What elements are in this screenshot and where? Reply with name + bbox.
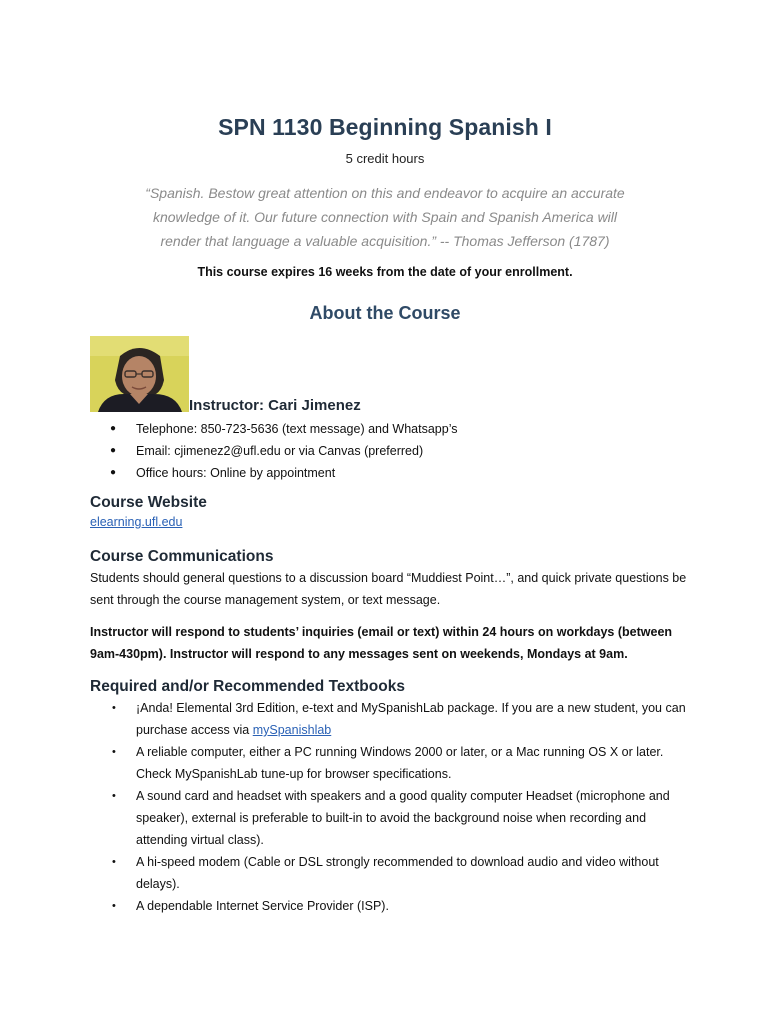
expiration-notice: This course expires 16 weeks from the date of your enrollment.	[197, 265, 573, 279]
textbook-item-computer: • A reliable computer, either a PC running Windows 2000 or later, or a Mac running OS X or later. Check MySpanishLab tune-up for browser specifications.	[110, 741, 690, 785]
contact-office-hours: ● Office hours: Online by appointment	[110, 462, 458, 484]
textbook-item-headset: • A sound card and headset with speakers and a good quality computer Headset (microphone and speaker), external is preferable to built-in to avoid the background noise when recording and attending virtual class).	[110, 785, 690, 851]
myspanishlab-link[interactable]: mySpanishlab	[252, 723, 332, 737]
textbooks-heading: Required and/or Recommended Textbooks	[90, 678, 405, 695]
response-policy-text: Instructor will respond to students’ inquiries (email or text) within 24 hours on workdays (between 9am-430pm). Instructor will respond to any messages sent on weekends, Mondays at 9am.	[90, 625, 673, 661]
contact-email: ● Email: cjimenez2@ufl.edu or via Canvas (preferred)	[110, 440, 458, 462]
textbook-item-isp: • A dependable Internet Service Provider (ISP).	[110, 895, 690, 917]
instructor-portrait-icon	[90, 336, 189, 412]
contact-telephone: ● Telephone: 850-723-5636 (text message) and Whatsapp’s	[110, 418, 458, 440]
instructor-photo	[90, 336, 189, 412]
course-communications-heading: Course Communications	[90, 548, 274, 565]
about-course-heading: About the Course	[309, 303, 461, 323]
jefferson-quote: “Spanish. Bestow great attention on this and endeavor to acquire an accurate knowledge of it. Our future connection with Spain and Spanish America will render that language a valuable acquisition.” -- Thomas Jefferson (1787)	[145, 185, 625, 249]
textbook-item-anda-text: ¡Anda! Elemental 3rd Edition, e-text and MySpanishLab package. If you are a new student, you can purchase access via	[136, 701, 686, 737]
instructor-name: Instructor: Cari Jimenez	[189, 397, 361, 414]
credit-hours: 5 credit hours	[345, 151, 425, 166]
textbook-item-modem: • A hi-speed modem (Cable or DSL strongly recommended to download audio and video without delays).	[110, 851, 690, 895]
textbooks-list	[110, 697, 690, 917]
instructor-contact-list	[110, 418, 458, 484]
communications-text: Students should general questions to a discussion board “Muddiest Point…”, and quick private questions be sent through the course management system, or text message.	[90, 571, 687, 607]
course-website-link[interactable]: elearning.ufl.edu	[90, 515, 183, 529]
course-website-heading: Course Website	[90, 494, 207, 511]
textbook-item-anda	[110, 697, 690, 741]
course-title: SPN 1130 Beginning Spanish I	[218, 114, 552, 140]
